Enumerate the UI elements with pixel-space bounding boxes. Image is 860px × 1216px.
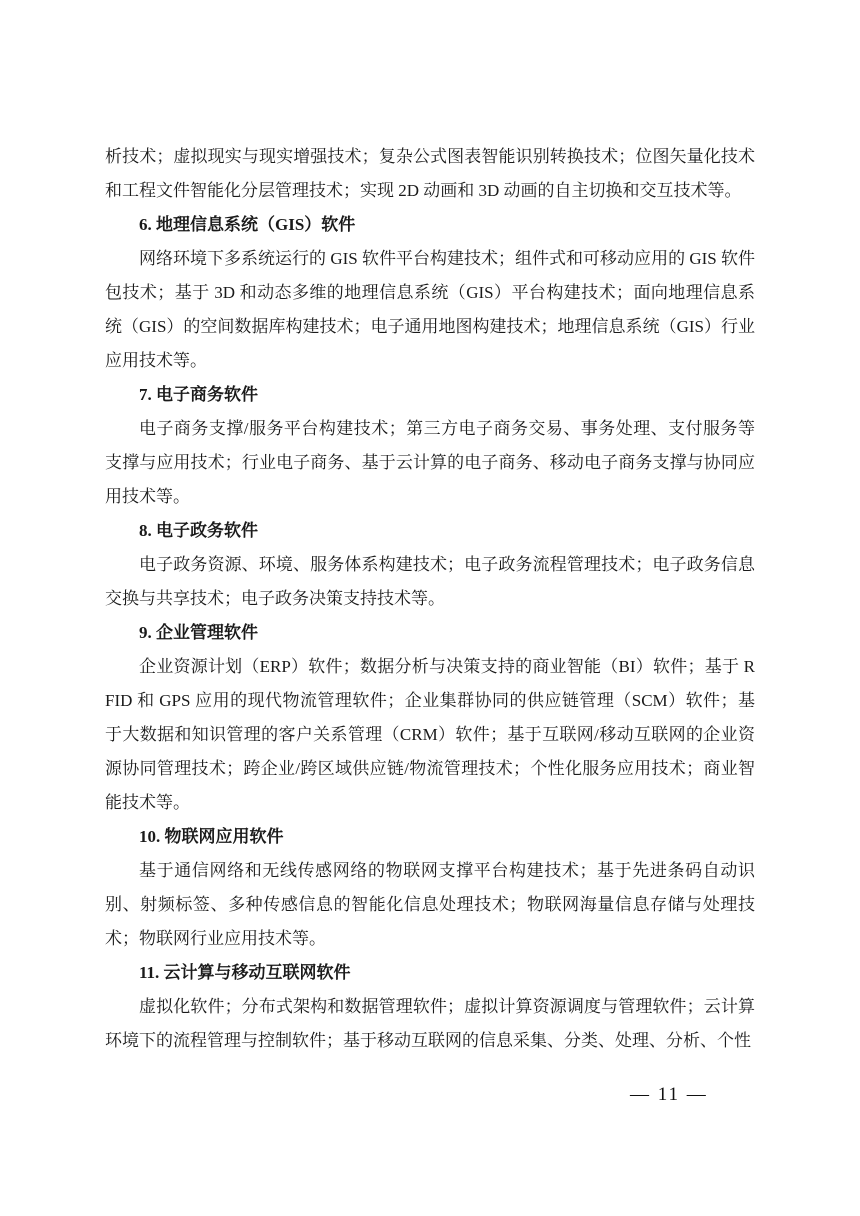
section-paragraph-8-egovernment-software: 电子政务资源、环境、服务体系构建技术；电子政务流程管理技术；电子政务信息交换与共享技术；电子政务决策支持技术等。 [105, 555, 755, 608]
document-body [105, 140, 755, 1058]
section-paragraph-11-cloud-mobile-software: 虚拟化软件；分布式架构和数据管理软件；虚拟计算资源调度与管理软件；云计算环境下的流程管理与控制软件；基于移动互联网的信息采集、分类、处理、分析、个性 [105, 997, 755, 1050]
section-heading-7-ecommerce-software: 7. 电子商务软件 [139, 385, 258, 404]
section-heading-11-cloud-mobile-software: 11. 云计算与移动互联网软件 [139, 963, 351, 982]
section-paragraph-7-ecommerce-software: 电子商务支撑/服务平台构建技术；第三方电子商务交易、事务处理、支付服务等支撑与应用技术；行业电子商务、基于云计算的电子商务、移动电子商务支撑与协同应用技术等。 [105, 419, 755, 506]
section-heading-6-gis-software: 6. 地理信息系统（GIS）软件 [139, 215, 356, 234]
section-paragraph-10-iot-software: 基于通信网络和无线传感网络的物联网支撑平台构建技术；基于先进条码自动识别、射频标签、多种传感信息的智能化信息处理技术；物联网海量信息存储与处理技术；物联网行业应用技术等。 [105, 861, 755, 948]
page-number: — 11 — [630, 1084, 708, 1105]
section-paragraph-6-gis-software: 网络环境下多系统运行的 GIS 软件平台构建技术；组件式和可移动应用的 GIS 软件包技术；基于 3D 和动态多维的地理信息系统（GIS）平台构建技术；面向地理信息系统（GIS）的空间数据库构建技术；电子通用地图构建技术；地理信息系统（GIS）行业应用技术等。 [105, 249, 755, 370]
section-heading-9-enterprise-management-software: 9. 企业管理软件 [139, 623, 258, 642]
section-paragraph-9-enterprise-management-software: 企业资源计划（ERP）软件；数据分析与决策支持的商业智能（BI）软件；基于 RFID 和 GPS 应用的现代物流管理软件；企业集群协同的供应链管理（SCM）软件；基于大数据和知识管理的客户关系管理（CRM）软件；基于互联网/移动互联网的企业资源协同管理技术；跨企业/跨区域供应链/物流管理技术；个性化服务应用技术；商业智能技术等。 [105, 657, 755, 812]
section-heading-8-egovernment-software: 8. 电子政务软件 [139, 521, 258, 540]
section-heading-10-iot-software: 10. 物联网应用软件 [139, 827, 284, 846]
continuation-paragraph: 析技术；虚拟现实与现实增强技术；复杂公式图表智能识别转换技术；位图矢量化技术和工程文件智能化分层管理技术；实现 2D 动画和 3D 动画的自主切换和交互技术等。 [105, 147, 755, 200]
